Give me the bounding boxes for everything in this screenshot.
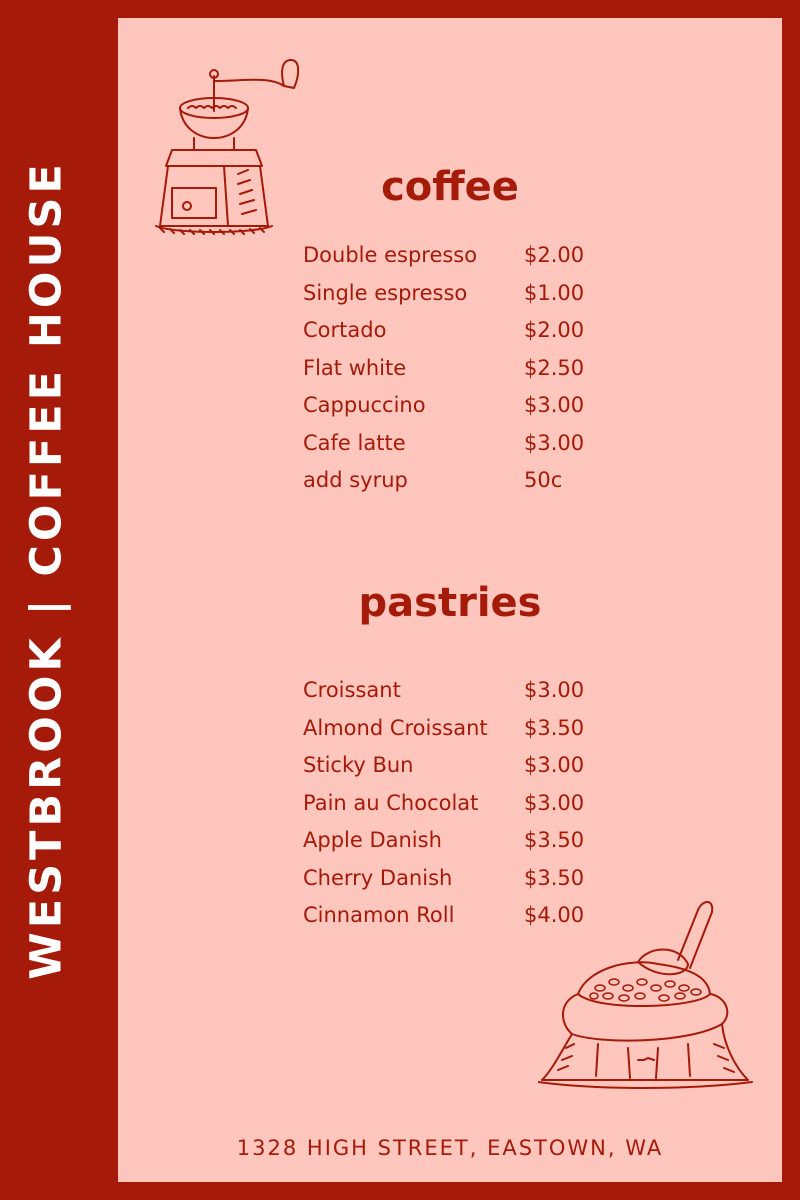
item-name: Cortado xyxy=(303,318,387,342)
item-price: $4.00 xyxy=(524,903,585,927)
item-name: Double espresso xyxy=(303,243,478,267)
address: 1328 HIGH STREET, EASTOWN, WA xyxy=(236,1136,664,1160)
coffee-menu-item xyxy=(303,425,603,463)
item-price: $1.00 xyxy=(524,280,585,305)
item-name: Flat white xyxy=(303,355,407,380)
coffee-menu-item xyxy=(303,350,603,388)
coffee-menu-item xyxy=(303,462,603,500)
coffee-menu-item xyxy=(303,275,603,313)
coffee-title: coffee xyxy=(381,164,519,210)
item-name: Cherry Danish xyxy=(303,865,453,890)
item-name: Pain au Chocolat xyxy=(303,790,479,815)
side-banner xyxy=(4,0,90,1140)
item-price: $2.50 xyxy=(524,355,585,380)
item-name: Cappuccino xyxy=(303,393,426,417)
coffee-menu-item xyxy=(303,387,603,425)
item-price: $3.00 xyxy=(524,753,585,777)
coffee-menu xyxy=(303,237,603,500)
brand-title: WESTBROOK | COFFEE HOUSE xyxy=(22,160,73,980)
item-price: $3.50 xyxy=(524,828,585,852)
pastry-menu-item xyxy=(303,785,603,823)
pastry-menu-item xyxy=(303,672,603,710)
item-price: $3.00 xyxy=(524,430,585,455)
item-name: Croissant xyxy=(303,678,401,702)
item-name: Almond Croissant xyxy=(303,715,488,740)
item-price: $3.50 xyxy=(524,865,585,890)
item-price: $3.00 xyxy=(524,678,585,702)
item-price: $2.00 xyxy=(524,243,585,267)
item-name: Cafe latte xyxy=(303,430,406,455)
pastries-title: pastries xyxy=(358,580,542,626)
item-price: $2.00 xyxy=(524,318,585,342)
coffee-menu-item xyxy=(303,312,603,350)
coffee-bean-sack-icon xyxy=(538,884,758,1094)
item-price: 50c xyxy=(524,468,563,492)
pastry-menu-item xyxy=(303,747,603,785)
pastry-menu-item xyxy=(303,822,603,860)
item-name: Sticky Bun xyxy=(303,753,414,777)
item-price: $3.50 xyxy=(524,715,585,740)
item-name: Apple Danish xyxy=(303,828,442,852)
item-price: $3.00 xyxy=(524,393,585,417)
item-price: $3.00 xyxy=(524,790,585,815)
item-name: Single espresso xyxy=(303,280,468,305)
menu-panel xyxy=(118,18,782,1182)
coffee-menu-item xyxy=(303,237,603,275)
item-name: add syrup xyxy=(303,468,408,492)
item-name: Cinnamon Roll xyxy=(303,903,455,927)
pastry-menu-item xyxy=(303,710,603,748)
